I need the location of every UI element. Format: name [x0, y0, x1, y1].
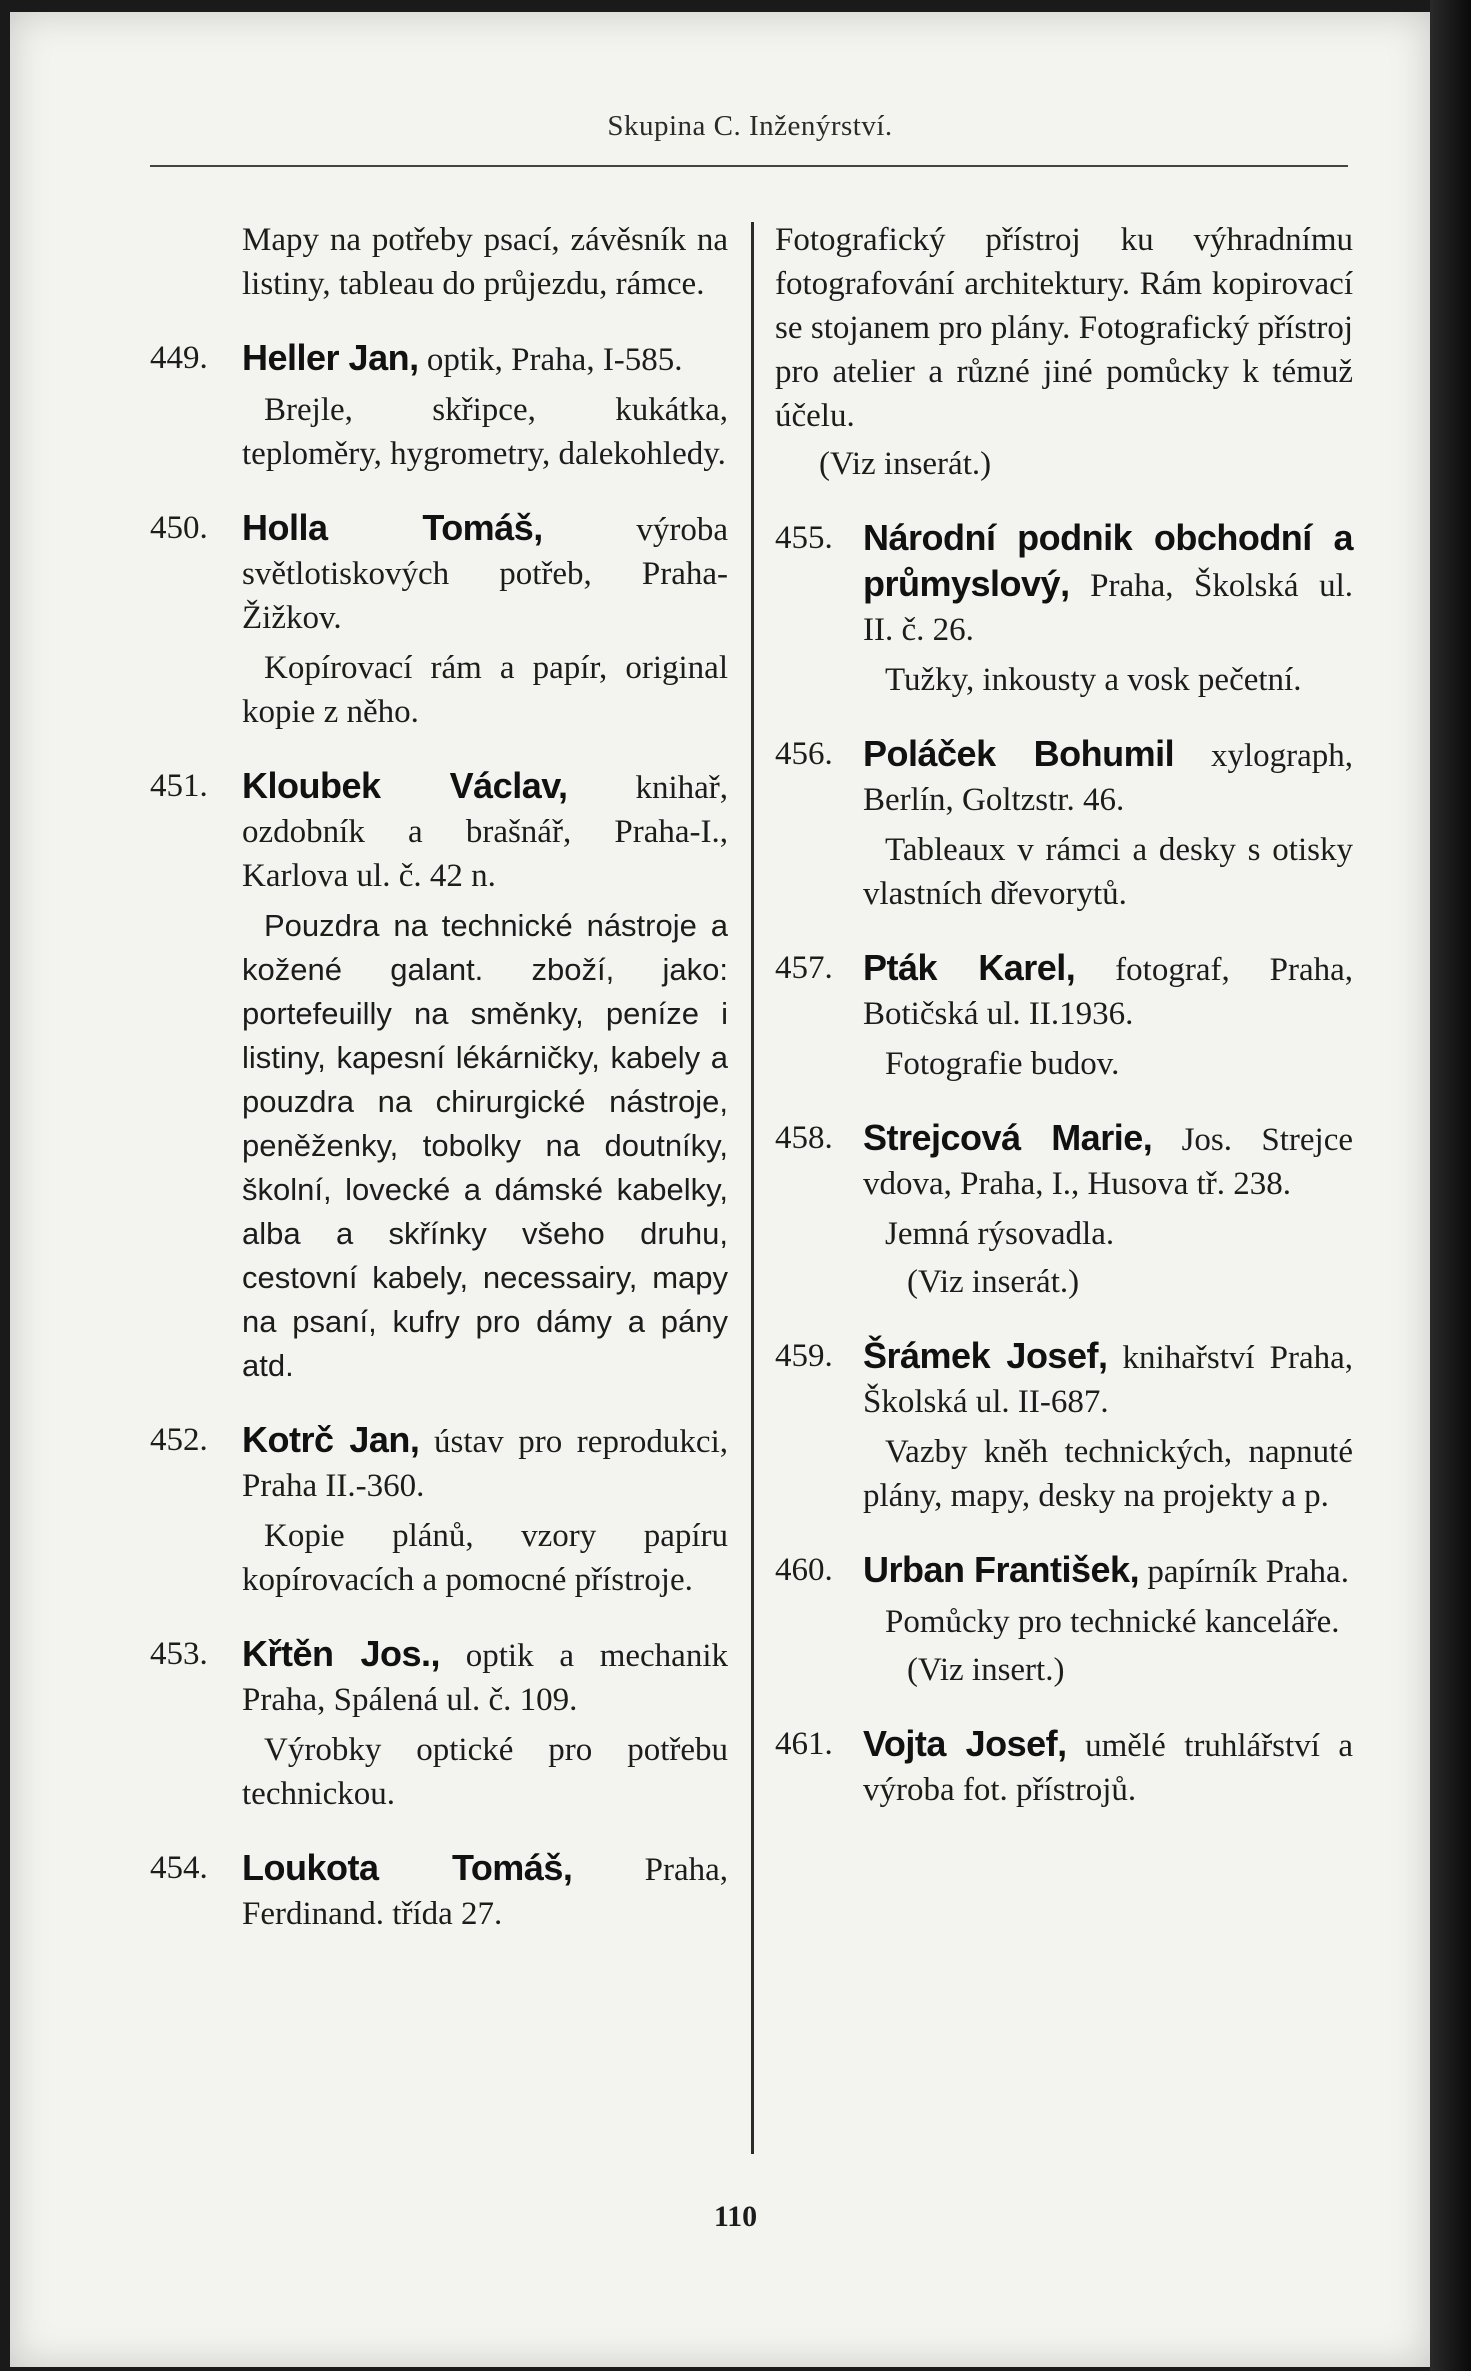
entry-info: knihařství Praha, Školská ul. II-687. [863, 1340, 1353, 1420]
entry-name: Křtěn Jos., [242, 1633, 441, 1674]
entry-info: xylograph, Berlín, Goltzstr. 46. [863, 738, 1354, 818]
entry-number: 459. [775, 1338, 833, 1374]
entry-info: Praha, Školská ul. II. č. 26. [863, 568, 1353, 648]
entry-name: Heller Jan, [242, 337, 419, 378]
entry-449 [150, 336, 728, 476]
entry-453 [150, 1632, 728, 1816]
entry-info: ústav pro reprodukci, Praha II.-360. [242, 1424, 729, 1504]
entry-desc: Pomůcky pro technické kanceláře. [885, 1604, 1340, 1640]
entry-number: 456. [775, 736, 833, 772]
entry-name: Poláček Bohumil [863, 733, 1175, 774]
entry-454 [150, 1846, 728, 1936]
scan-edge [1430, 0, 1471, 2371]
entry-info: knihař, ozdobník a brašnář, Praha-I., Karlova ul. č. 42 n. [242, 770, 728, 894]
entry-info: fotograf, Praha, Botičská ul. II.1936. [863, 952, 1353, 1032]
entry-desc: Tužky, inkousty a vosk pečetní. [885, 662, 1302, 698]
entry-info: Praha, Ferdinand. třída 27. [242, 1852, 728, 1932]
entry-name: Kotrč Jan, [242, 1419, 420, 1460]
running-header: Skupina C. Inženýrství. [607, 110, 893, 142]
continuation-viz: (Viz inserát.) [819, 446, 992, 482]
entry-number: 454. [150, 1850, 208, 1886]
continuation-desc: Mapy na potřeby psací, závěsník na listiny, tableau do průjezdu, rámce. [242, 222, 728, 302]
entry-452 [150, 1418, 728, 1602]
entry-name: Holla Tomáš, [242, 507, 543, 548]
entry-desc: Fotografie budov. [885, 1046, 1120, 1082]
entry-desc: Jemná rýsovadla. [885, 1216, 1115, 1252]
entry-info: výroba světlotiskových potřeb, Praha-Žižkov. [242, 512, 728, 636]
entry-desc: Vazby kněh technických, napnuté plány, mapy, desky na projekty a p. [863, 1434, 1353, 1514]
entry-457 [775, 946, 1353, 1086]
entry-info: Jos. Strejce vdova, Praha, I., Husova tř. 238. [863, 1122, 1353, 1202]
entry-info: papírník Praha. [1147, 1554, 1349, 1590]
entry-name: Národní podnik obchodní a průmyslový, [863, 517, 1353, 604]
continuation-text [775, 218, 1353, 486]
entry-name: Šrámek Josef, [863, 1335, 1108, 1376]
entry-desc: Tableaux v rámci a desky s otisky vlastních dřevorytů. [863, 832, 1353, 912]
entry-viz: (Viz inserát.) [907, 1264, 1080, 1300]
page-number: 110 [713, 2200, 758, 2233]
entry-number: 452. [150, 1422, 208, 1458]
entry-desc: Pouzdra na technické nástroje a kožené galant. zboží, jako: portefeuilly na směnky, peníze i listiny, kapesní lékárničky, kabely a pouzdra na chirurgické nástroje, peněženky, tobolky na doutníky, školní, lovecké a dámské kabelky, alba a skřínky všeho druhu, cestovní kabely, necessairy, mapy na psaní, kufry pro dámy a pány atd. [242, 908, 728, 1383]
entry-451 [150, 764, 728, 1388]
entry-455 [775, 516, 1353, 702]
entry-viz: (Viz insert.) [907, 1652, 1065, 1688]
entry-info: optik a mechanik Praha, Spálená ul. č. 109. [242, 1638, 728, 1718]
entry-459 [775, 1334, 1353, 1518]
entry-450 [150, 506, 728, 734]
entry-desc: Brejle, skřipce, kukátka, teploměry, hygrometry, dalekohledy. [242, 392, 728, 472]
entry-460 [775, 1548, 1353, 1692]
entry-name: Loukota Tomáš, [242, 1847, 573, 1888]
entry-name: Vojta Josef, [863, 1723, 1067, 1764]
entry-number: 453. [150, 1636, 208, 1672]
right-column [775, 218, 1353, 1842]
entry-number: 449. [150, 340, 208, 376]
continuation-desc: Fotografický přístroj ku výhradnímu fotografování architektury. Rám kopirovací se stojanem pro plány. Fotografický přístroj pro atelier a různé jiné pomůcky k témuž účelu. [775, 222, 1353, 434]
continuation-text [150, 218, 728, 306]
entry-number: 455. [775, 520, 833, 556]
entry-name: Urban František, [863, 1549, 1140, 1590]
entry-desc: Výrobky optické pro potřebu technickou. [242, 1732, 728, 1812]
entry-number: 451. [150, 768, 208, 804]
left-column [150, 218, 728, 1966]
entry-458 [775, 1116, 1353, 1304]
entry-number: 460. [775, 1552, 833, 1588]
entry-desc: Kopírovací rám a papír, original kopie z něho. [242, 650, 728, 730]
entry-number: 461. [775, 1726, 833, 1762]
entry-info: optik, Praha, I-585. [426, 342, 683, 378]
header-rule [150, 165, 1348, 167]
entry-name: Pták Karel, [863, 947, 1076, 988]
entry-456 [775, 732, 1353, 916]
entry-number: 457. [775, 950, 833, 986]
entry-name: Strejcová Marie, [863, 1117, 1153, 1158]
entry-name: Kloubek Václav, [242, 765, 568, 806]
entry-number: 458. [775, 1120, 833, 1156]
entry-desc: Kopie plánů, vzory papíru kopírovacích a pomocné přístroje. [242, 1518, 728, 1598]
entry-info: umělé truhlářství a výroba fot. přístrojů. [863, 1728, 1353, 1808]
column-divider [751, 222, 754, 2154]
entry-461 [775, 1722, 1353, 1812]
entry-number: 450. [150, 510, 208, 546]
